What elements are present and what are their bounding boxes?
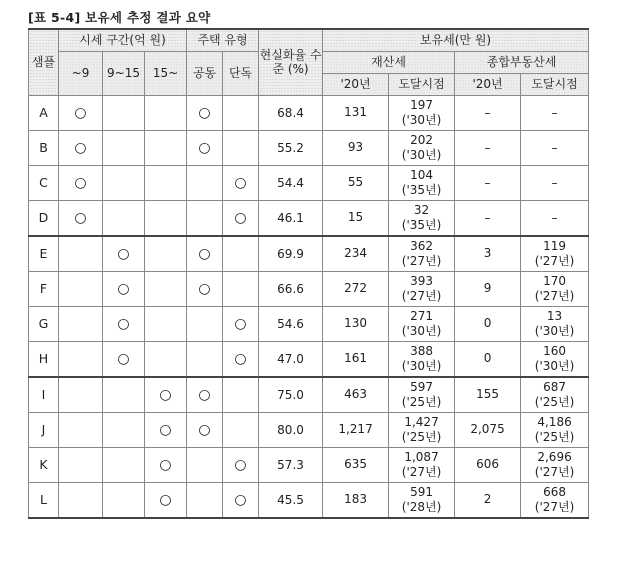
comprehensive-tax-2020: 0 [455, 341, 521, 377]
property-tax-target-value: 271 [410, 308, 433, 323]
comprehensive-tax-target-value: – [551, 140, 558, 155]
property-tax-target [389, 377, 455, 413]
property-tax-target-year: ('30년) [401, 323, 442, 338]
apartment-mark [187, 447, 223, 482]
sample-id: H [29, 341, 59, 377]
header-price-9-15: 9~15 [103, 51, 145, 95]
sample-id: D [29, 200, 59, 236]
price-9-15-mark: ○ [103, 306, 145, 341]
header-property-2020: '20년 [323, 73, 389, 95]
property-tax-target-value: 362 [410, 238, 433, 253]
detached-mark: ○ [223, 200, 259, 236]
sample-id: F [29, 271, 59, 306]
comprehensive-tax-target [521, 482, 589, 518]
detached-mark: ○ [223, 447, 259, 482]
property-tax-target-year: ('27년) [401, 464, 442, 479]
apartment-mark: ○ [187, 236, 223, 272]
property-tax-2020: 131 [323, 95, 389, 130]
header-detached: 단독 [223, 51, 259, 95]
price-over-15-mark: ○ [145, 447, 187, 482]
header-realization-rate: 현실화율 수준 (%) [259, 29, 323, 95]
property-tax-2020: 463 [323, 377, 389, 413]
comprehensive-tax-2020: 155 [455, 377, 521, 413]
price-9-15-mark [103, 95, 145, 130]
realization-rate: 80.0 [259, 412, 323, 447]
price-over-15-mark [145, 341, 187, 377]
sample-id: I [29, 377, 59, 413]
detached-mark: ○ [223, 306, 259, 341]
header-comprehensive-2020: '20년 [455, 73, 521, 95]
table-row [29, 236, 589, 272]
table-body [29, 95, 589, 518]
apartment-mark [187, 341, 223, 377]
detached-mark [223, 236, 259, 272]
realization-rate: 75.0 [259, 377, 323, 413]
detached-mark [223, 95, 259, 130]
comprehensive-tax-target [521, 95, 589, 130]
comprehensive-tax-target [521, 271, 589, 306]
realization-rate: 47.0 [259, 341, 323, 377]
sample-id: B [29, 130, 59, 165]
price-under-9-mark: ○ [59, 165, 103, 200]
price-over-15-mark: ○ [145, 412, 187, 447]
realization-rate: 66.6 [259, 271, 323, 306]
property-tax-target-value: 32 [413, 202, 430, 217]
comprehensive-tax-2020: 9 [455, 271, 521, 306]
price-under-9-mark [59, 482, 103, 518]
realization-rate: 45.5 [259, 482, 323, 518]
property-tax-target-value: 104 [410, 167, 433, 182]
property-tax-target-year: ('35년) [401, 182, 442, 197]
table-row [29, 482, 589, 518]
comprehensive-tax-target-value: 160 [543, 343, 566, 358]
property-tax-2020: 635 [323, 447, 389, 482]
price-under-9-mark [59, 447, 103, 482]
comprehensive-tax-2020: 3 [455, 236, 521, 272]
price-under-9-mark [59, 306, 103, 341]
table-row [29, 306, 589, 341]
sample-id: C [29, 165, 59, 200]
price-9-15-mark [103, 447, 145, 482]
price-over-15-mark [145, 95, 187, 130]
price-under-9-mark [59, 412, 103, 447]
header-property-tax: 재산세 [323, 51, 455, 73]
sample-id: K [29, 447, 59, 482]
price-over-15-mark [145, 306, 187, 341]
header-apartment: 공동 [187, 51, 223, 95]
property-tax-target-value: 591 [410, 484, 433, 499]
comprehensive-tax-target [521, 341, 589, 377]
property-tax-2020: 161 [323, 341, 389, 377]
comprehensive-tax-target-value: – [551, 175, 558, 190]
table-row [29, 447, 589, 482]
header-comprehensive-target: 도달시점 [521, 73, 589, 95]
realization-rate: 55.2 [259, 130, 323, 165]
comprehensive-tax-target-year: ('27년) [534, 464, 575, 479]
property-tax-target-year: ('28년) [401, 499, 442, 514]
price-over-15-mark [145, 165, 187, 200]
header-comprehensive-tax: 종합부동산세 [455, 51, 589, 73]
property-tax-target-year: ('35년) [401, 217, 442, 232]
property-tax-2020: 55 [323, 165, 389, 200]
property-tax-target [389, 341, 455, 377]
property-tax-2020: 234 [323, 236, 389, 272]
realization-rate: 46.1 [259, 200, 323, 236]
property-tax-target [389, 236, 455, 272]
comprehensive-tax-target [521, 377, 589, 413]
property-tax-target [389, 447, 455, 482]
apartment-mark [187, 165, 223, 200]
comprehensive-tax-target-year: ('25년) [534, 429, 575, 444]
property-tax-target-value: 202 [410, 132, 433, 147]
price-9-15-mark [103, 377, 145, 413]
comprehensive-tax-target-value: 13 [546, 308, 563, 323]
property-tax-target [389, 412, 455, 447]
sample-id: J [29, 412, 59, 447]
table-row [29, 271, 589, 306]
price-over-15-mark [145, 236, 187, 272]
comprehensive-tax-target [521, 447, 589, 482]
comprehensive-tax-2020: 2,075 [455, 412, 521, 447]
price-under-9-mark [59, 271, 103, 306]
apartment-mark: ○ [187, 130, 223, 165]
property-tax-2020: 15 [323, 200, 389, 236]
comprehensive-tax-target-value: 668 [543, 484, 566, 499]
header-price-range: 시세 구간(억 원) [59, 29, 187, 51]
realization-rate: 54.4 [259, 165, 323, 200]
header-property-target: 도달시점 [389, 73, 455, 95]
property-tax-target-year: ('25년) [401, 429, 442, 444]
price-9-15-mark [103, 482, 145, 518]
comprehensive-tax-target-value: 4,186 [537, 414, 572, 429]
table-row [29, 165, 589, 200]
property-tax-target [389, 130, 455, 165]
detached-mark [223, 412, 259, 447]
apartment-mark: ○ [187, 271, 223, 306]
property-tax-2020: 93 [323, 130, 389, 165]
property-tax-target-value: 393 [410, 273, 433, 288]
comprehensive-tax-target [521, 306, 589, 341]
comprehensive-tax-target [521, 130, 589, 165]
property-tax-target [389, 165, 455, 200]
property-tax-target-year: ('30년) [401, 147, 442, 162]
price-over-15-mark [145, 130, 187, 165]
comprehensive-tax-target-year: ('27년) [534, 499, 575, 514]
price-9-15-mark [103, 200, 145, 236]
comprehensive-tax-2020: – [455, 165, 521, 200]
property-tax-target-year: ('27년) [401, 253, 442, 268]
comprehensive-tax-target-year: ('27년) [534, 253, 575, 268]
comprehensive-tax-target [521, 236, 589, 272]
price-under-9-mark: ○ [59, 130, 103, 165]
table-row [29, 95, 589, 130]
comprehensive-tax-target-value: – [551, 105, 558, 120]
comprehensive-tax-2020: – [455, 130, 521, 165]
apartment-mark: ○ [187, 377, 223, 413]
comprehensive-tax-target-value: – [551, 210, 558, 225]
detached-mark: ○ [223, 482, 259, 518]
price-over-15-mark [145, 271, 187, 306]
detached-mark [223, 271, 259, 306]
realization-rate: 54.6 [259, 306, 323, 341]
header-price-under-9: ~9 [59, 51, 103, 95]
header-housing-type: 주택 유형 [187, 29, 259, 51]
header-price-over-15: 15~ [145, 51, 187, 95]
sample-id: L [29, 482, 59, 518]
price-9-15-mark [103, 412, 145, 447]
header-holding-tax: 보유세(만 원) [323, 29, 589, 51]
comprehensive-tax-2020: – [455, 200, 521, 236]
comprehensive-tax-2020: 0 [455, 306, 521, 341]
comprehensive-tax-target [521, 200, 589, 236]
price-9-15-mark: ○ [103, 271, 145, 306]
property-tax-2020: 272 [323, 271, 389, 306]
detached-mark [223, 377, 259, 413]
comprehensive-tax-target [521, 165, 589, 200]
property-tax-target-value: 1,087 [404, 449, 439, 464]
detached-mark: ○ [223, 341, 259, 377]
price-9-15-mark: ○ [103, 341, 145, 377]
property-tax-target-year: ('27년) [401, 288, 442, 303]
detached-mark: ○ [223, 165, 259, 200]
realization-rate: 69.9 [259, 236, 323, 272]
property-tax-target-value: 597 [410, 379, 433, 394]
realization-rate: 57.3 [259, 447, 323, 482]
apartment-mark [187, 200, 223, 236]
price-9-15-mark [103, 130, 145, 165]
property-tax-target-value: 1,427 [404, 414, 439, 429]
property-tax-target-value: 388 [410, 343, 433, 358]
property-tax-2020: 130 [323, 306, 389, 341]
detached-mark [223, 130, 259, 165]
comprehensive-tax-target-value: 119 [543, 238, 566, 253]
comprehensive-tax-2020: 2 [455, 482, 521, 518]
table-row [29, 377, 589, 413]
comprehensive-tax-2020: – [455, 95, 521, 130]
price-9-15-mark: ○ [103, 236, 145, 272]
price-under-9-mark [59, 341, 103, 377]
price-under-9-mark: ○ [59, 200, 103, 236]
price-over-15-mark: ○ [145, 482, 187, 518]
comprehensive-tax-target-year: ('25년) [534, 394, 575, 409]
realization-rate: 68.4 [259, 95, 323, 130]
apartment-mark [187, 482, 223, 518]
property-tax-target [389, 482, 455, 518]
property-tax-target [389, 95, 455, 130]
table-row [29, 341, 589, 377]
property-tax-target [389, 306, 455, 341]
sample-id: E [29, 236, 59, 272]
property-tax-target [389, 200, 455, 236]
table-row [29, 200, 589, 236]
sample-id: A [29, 95, 59, 130]
price-over-15-mark [145, 200, 187, 236]
price-under-9-mark [59, 236, 103, 272]
table-row [29, 130, 589, 165]
price-9-15-mark [103, 165, 145, 200]
apartment-mark [187, 306, 223, 341]
property-tax-target-year: ('30년) [401, 358, 442, 373]
property-tax-target-year: ('30년) [401, 112, 442, 127]
apartment-mark: ○ [187, 95, 223, 130]
comprehensive-tax-target [521, 412, 589, 447]
property-tax-target [389, 271, 455, 306]
header-sample: 샘플 [29, 29, 59, 95]
property-tax-2020: 183 [323, 482, 389, 518]
comprehensive-tax-2020: 606 [455, 447, 521, 482]
comprehensive-tax-target-value: 2,696 [537, 449, 572, 464]
comprehensive-tax-target-year: ('27년) [534, 288, 575, 303]
price-under-9-mark [59, 377, 103, 413]
comprehensive-tax-target-value: 687 [543, 379, 566, 394]
table-row [29, 412, 589, 447]
property-tax-target-year: ('25년) [401, 394, 442, 409]
tax-summary-table [28, 28, 589, 519]
comprehensive-tax-target-year: ('30년) [534, 358, 575, 373]
comprehensive-tax-target-value: 170 [543, 273, 566, 288]
property-tax-target-value: 197 [410, 97, 433, 112]
apartment-mark: ○ [187, 412, 223, 447]
property-tax-2020: 1,217 [323, 412, 389, 447]
comprehensive-tax-target-year: ('30년) [534, 323, 575, 338]
price-under-9-mark: ○ [59, 95, 103, 130]
price-over-15-mark: ○ [145, 377, 187, 413]
sample-id: G [29, 306, 59, 341]
table-caption: [표 5-4] 보유세 추정 결과 요약 [28, 10, 211, 25]
